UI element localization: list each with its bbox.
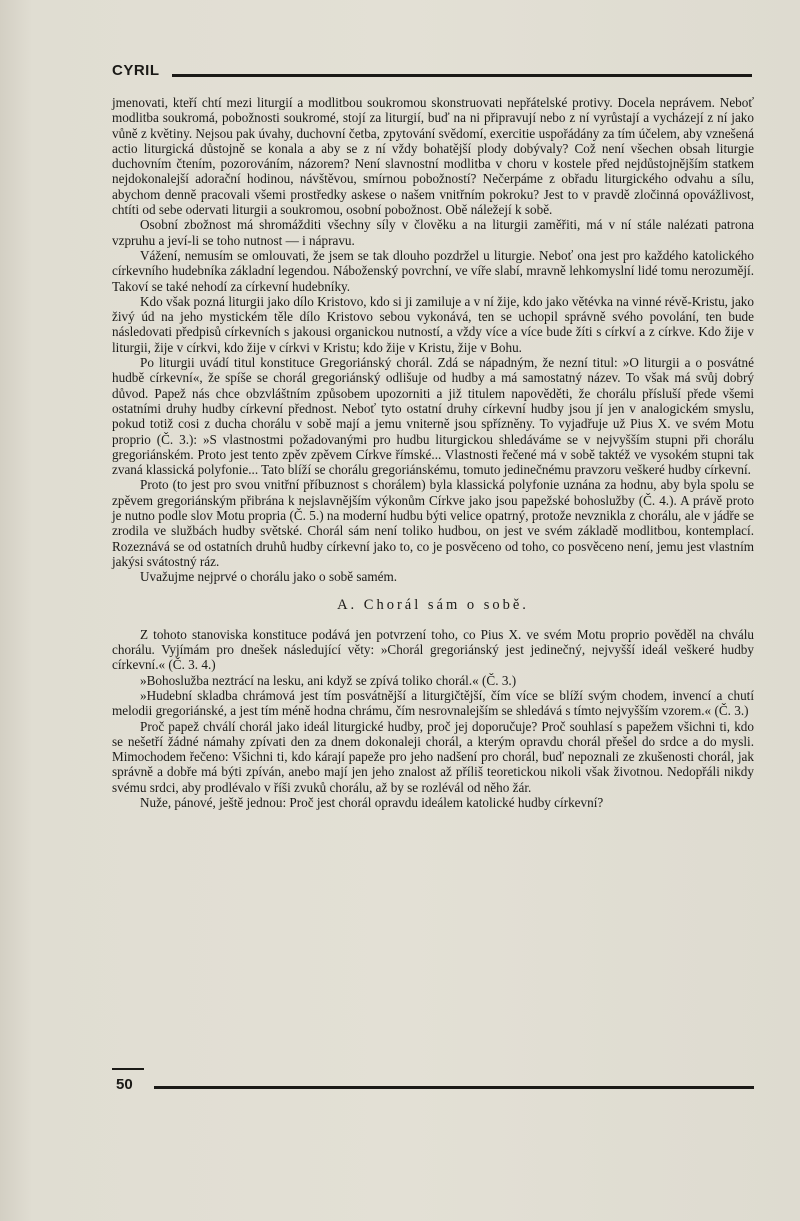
section-heading: A. Chorál sám o sobě.	[337, 596, 529, 613]
page-footer	[112, 1068, 754, 1102]
paragraph: Proto (to jest pro svou vnitřní příbuznost s chorálem) byla klassická polyfonie uznána za hodnu, aby byla spolu se zpěvem gregoriánským přibrána k nejslavnějším výkonům Církve jako jsou papežské bohoslužby (Č. 4.). A právě proto je nutno podle slov Motu propria (Č. 5.) na moderní hudbu býti velice opatrný, protože nevznikla z chorálu, ale v jádře se zrodila ve službách hudby světské. Chorál sám není toliko hudbou, on jest ve svém základě modlitbou, kontemplací. Rozeznává se od ostatních druhů hudby církevní jako to, co je posvěceno od toho, co posvěceno není, jemu jest vlastním jakýsi svátostný ráz.	[112, 477, 754, 569]
footer-rule	[154, 1086, 754, 1089]
paragraph: Z tohoto stanoviska konstituce podává jen potvrzení toho, co Pius X. ve svém Motu proprio pověděl na chválu chorálu. Vyjímám pro dnešek následující věty: »Chorál gregoriánský jest jedinečný, nejvyšší ideál veškeré hudby církevní.« (Č. 3. 4.)	[112, 626, 754, 673]
paragraph: Osobní zbožnost má shromážditi všechny síly v člověku a na liturgii zaměřiti, má v ní stále nalézati patrona vzpruhu a jeví-li se toho nutnost — i nápravu.	[112, 217, 754, 248]
page-number: 50	[116, 1076, 133, 1093]
paragraph: Uvažujme nejprvé o chorálu jako o sobě samém.	[140, 569, 398, 585]
article-body	[112, 95, 754, 810]
paragraph: jmenovati, kteří chtí mezi liturgií a modlitbou soukromou skonstruovati nepřátelské protivy. Docela neprávem. Neboť modlitba soukromá, pobožnosti soukromé, stojí za liturgií, buď na ni připravují nebo z ní vyrůstají a vycházejí z ní jako vůně z květiny. Nejsou pak úvahy, duchovní četba, zpytování svědomí, exercitie uspořádány za tím účelem, aby vznešená actio liturgická důstojně se konala a aby se z ní vždy bohatější plody dobývaly? Což není všechen obsah liturgie duchovním čtením, pozorováním, názorem? Není slavnostní modlitba v choru v kostele před nejdůstojnějším statkem nejdokonalejší adorační hodinou, návštěvou, smírnou pobožností? Nečerpáme z obřadu liturgického odvahu a sílu, abychom denně pracovali všemi prostředky askese o našem vnitřním pokroku? Jest to v pravdě zločinná opovážlivost, chtíti od sebe odervati liturgii a soukromou, osobní pobožnost. Obě náležejí k sobě.	[112, 95, 754, 218]
paragraph: Po liturgii uvádí titul konstituce Gregoriánský chorál. Zdá se nápadným, že nezní titul: »O liturgii a o posvátné hudbě církevní«, že spíše se chorál gregoriánský odlišuje od hudby a má samostatný název. To však má svůj dobrý důvod. Papež nás chce obzvláštním způsobem upozorniti a již titulem napověděti, že chorálu přísluší přede všemi ostatními druhy hudby církevní přednost. Neboť tyto ostatní druhy církevní hudby jsou jí jen v analogickém smyslu, pokud totiž cosi z ducha chorálu v sobě mají a jemu vniterně jsou spřízněny. To vyjadřuje už Pius X. ve svém Motu proprio (Č. 3.): »S vlastnostmi požadovanými pro hudbu liturgickou shledáváme se v nejvyšším stupni při chorálu gregoriánském. Proto jest tento zpěv zpěvem Církve římské... Vlastnosti řečené má v sobě taktéž ve vysokém stupni tak zvaná klassická polyfonie... Tato blíží se chorálu gregoriánskému, tomuto jedinečnému pravzoru veškeré hudby církevní.	[112, 355, 754, 478]
paragraph: Vážení, nemusím se omlouvati, že jsem se tak dlouho pozdržel u liturgie. Neboť ona jest pro každého katolického církevního hudebníka základní legendou. Náboženský povrchní, ve víře slabí, mravně lehkomyslní lidé tomu nerozumějí. Takoví se také nehodí za církevní hudebníky.	[112, 247, 754, 294]
header-rule	[172, 74, 752, 77]
paragraph: Kdo však pozná liturgii jako dílo Kristovo, kdo si ji zamiluje a v ní žije, kdo jako větévka na vinné révě-Kristu, jako živý úd na jeho mystickém těle dílo Kristovo sebou vykonává, ten se uchopil správně svého povolání, ten bude následovati předpisů církevních s jakousi organickou nutností, a vždy více a více bude žíti s církví a z církve. Kdo žije v liturgii, žije v církvi, kdo žije v církvi v Kristu; kdo žije v Kristu, žije v Bohu.	[112, 293, 754, 355]
paragraph: Proč papež chválí chorál jako ideál liturgické hudby, proč jej doporučuje? Proč souhlasí s papežem všichni ti, kdo se nešetří žádné námahy zpívati den za dnem dokonaleji chorál, a kterým opravdu chorál přešel do srdce a do mysli. Mimochodem řečeno: Všichni ti, kdo kárají papeže pro jeho nadšení pro chorál, buď nepoznali ze zkušenosti chorál, jak správně a dobře má býti zpíván, anebo mají jen jeho znalost až příliš teoretickou nikoli však životnou. Nedopřáli nikdy svému srdci, aby prodlévalo v říši zvuků chorálu, až by se rozlévál od něho žár.	[112, 718, 754, 795]
footer-rule-short	[112, 1068, 144, 1070]
paragraph: »Hudební skladba chrámová jest tím posvátnější a liturgičtější, čím více se blíží svým chodem, invencí a chutí melodii gregoriánské, a jest tím méně hodna chrámu, čím nesrovnalejším se shledává s tímto nejvyšším vzorem.« (Č. 3.)	[112, 687, 754, 719]
paragraph: Nuže, pánové, ještě jednou: Proč jest chorál opravdu ideálem katolické hudby církevní?	[140, 795, 604, 811]
paragraph: »Bohoslužba neztrácí na lesku, ani když se zpívá toliko chorál.« (Č. 3.)	[140, 672, 517, 688]
journal-title: CYRIL	[112, 62, 160, 79]
running-header	[112, 62, 752, 82]
